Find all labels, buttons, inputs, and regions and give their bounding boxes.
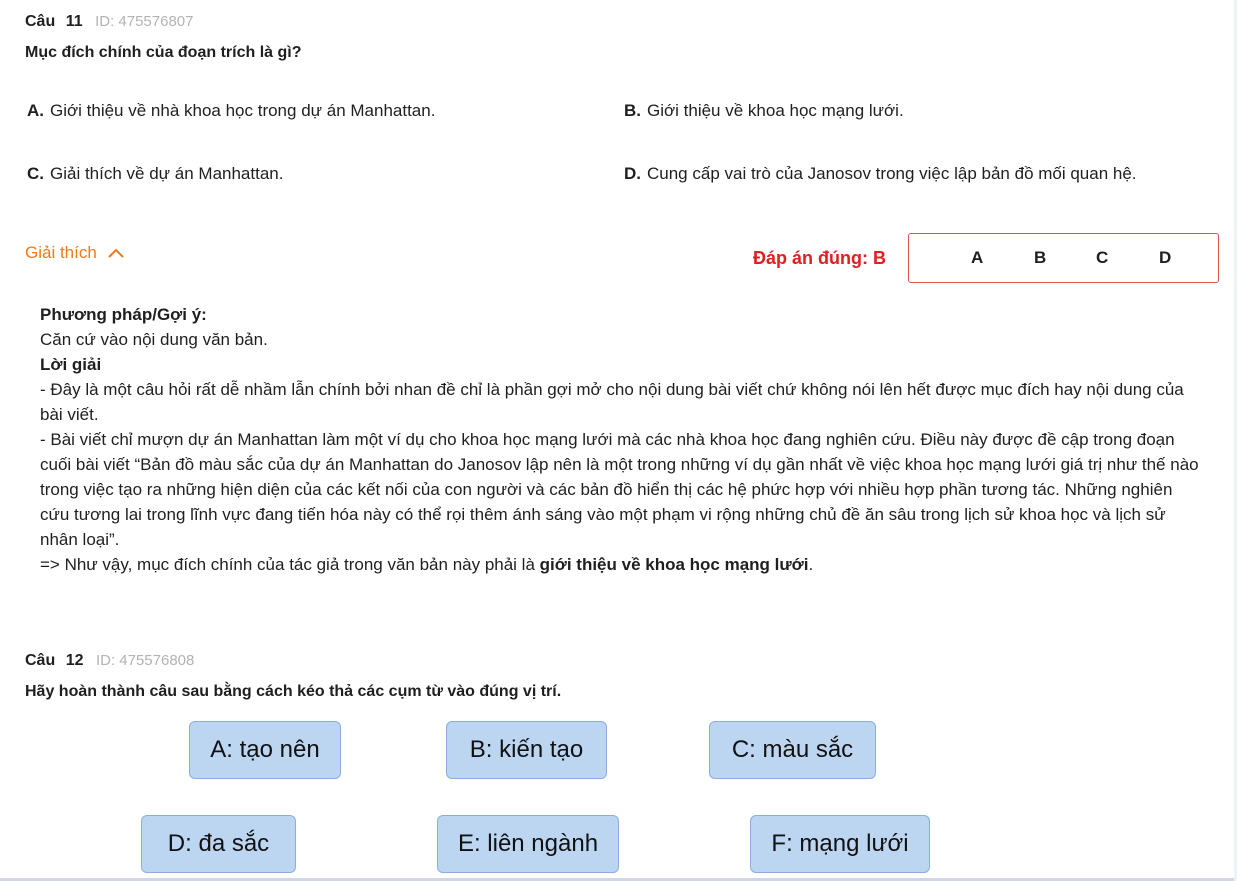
option-c[interactable] bbox=[27, 164, 283, 184]
question-12-header bbox=[25, 652, 194, 670]
answer-choice-c[interactable]: C bbox=[1096, 248, 1109, 267]
conclusion-bold: giới thiệu về khoa học mạng lưới bbox=[539, 555, 809, 574]
question-id: ID: 475576808 bbox=[95, 652, 195, 669]
explain-label: Giải thích bbox=[25, 243, 97, 262]
option-d-text: Cung cấp vai trò của Janosov trong việc lập bản đồ mối quan hệ. bbox=[647, 164, 1137, 183]
drag-chip-b[interactable]: B: kiến tạo bbox=[446, 721, 607, 779]
solution-title: Lời giải bbox=[40, 355, 102, 374]
method-text: Căn cứ vào nội dung văn bản. bbox=[40, 330, 268, 349]
option-c-text: Giải thích về dự án Manhattan. bbox=[50, 164, 284, 183]
solution-conclusion bbox=[40, 552, 1205, 577]
solution-panel bbox=[40, 302, 1205, 577]
option-b[interactable] bbox=[624, 101, 904, 121]
drag-chip-f[interactable]: F: mạng lưới bbox=[750, 815, 930, 873]
option-b-text: Giới thiệu về khoa học mạng lưới. bbox=[647, 101, 904, 120]
option-a-text: Giới thiệu về nhà khoa học trong dự án Manhattan. bbox=[50, 101, 436, 120]
question-number: 11 bbox=[65, 13, 83, 30]
solution-paragraph-1: - Đây là một câu hỏi rất dễ nhầm lẫn chính bởi nhan đề chỉ là phần gợi mở cho nội dung bài viết chứ không nói lên hết được mục đích hay nội dung của bài viết. bbox=[40, 380, 1184, 424]
drag-chip-a[interactable]: A: tạo nên bbox=[189, 721, 341, 779]
method-title: Phương pháp/Gợi ý: bbox=[40, 305, 207, 324]
option-a-key: A. bbox=[27, 101, 44, 120]
conclusion-suffix: . bbox=[808, 555, 814, 574]
answer-choice-a[interactable]: A bbox=[971, 248, 984, 267]
drag-chip-e[interactable]: E: liên ngành bbox=[437, 815, 619, 873]
question-11-text: Mục đích chính của đoạn trích là gì? bbox=[25, 44, 302, 61]
solution-paragraph-2: - Bài viết chỉ mượn dự án Manhattan làm một ví dụ cho khoa học mạng lưới mà các nhà khoa học đang nghiên cứu. Điều này được đề cập trong đoạn cuối bài viết “Bản đồ màu sắc của dự án Manhattan do Janosov lập nên là một trong những ví dụ gần nhất về việc khoa học mạng lưới giá trị như thế nào trong việc tạo ra những hiện diện của các kết nối của con người và các bản đồ hiển thị các hệ phức hợp với nhiều hợp phần tương tác. Những nghiên cứu tương lai trong lĩnh vực đang tiến hóa này có thể rọi thêm ánh sáng vào một phạm vi rộng những chủ đề ăn sâu trong lịch sử khoa học và lịch sử nhân loại”. bbox=[40, 430, 1199, 549]
explain-toggle[interactable] bbox=[25, 243, 125, 263]
question-label: Câu bbox=[25, 13, 56, 30]
option-a[interactable] bbox=[27, 101, 435, 121]
drag-chip-c[interactable]: C: màu sắc bbox=[709, 721, 876, 779]
question-11-header bbox=[25, 13, 193, 31]
answer-choice-d[interactable]: D bbox=[1159, 248, 1172, 267]
option-c-key: C. bbox=[27, 164, 44, 183]
answer-choices-box bbox=[908, 233, 1219, 283]
question-id: ID: 475576807 bbox=[95, 13, 194, 30]
option-d-key: D. bbox=[624, 164, 641, 183]
option-d[interactable] bbox=[624, 164, 1137, 184]
drag-chip-d[interactable]: D: đa sắc bbox=[141, 815, 296, 873]
conclusion-prefix: => Như vậy, mục đích chính của tác giả trong văn bản này phải là bbox=[40, 555, 540, 574]
option-b-key: B. bbox=[624, 101, 641, 120]
question-label: Câu bbox=[25, 652, 56, 669]
chevron-up-icon bbox=[107, 247, 125, 259]
answer-choice-b[interactable]: B bbox=[1034, 248, 1047, 267]
correct-answer-label: Đáp án đúng: B bbox=[753, 248, 886, 268]
question-12-text: Hãy hoàn thành câu sau bằng cách kéo thả các cụm từ vào đúng vị trí. bbox=[25, 683, 562, 700]
question-number: 12 bbox=[65, 652, 84, 669]
